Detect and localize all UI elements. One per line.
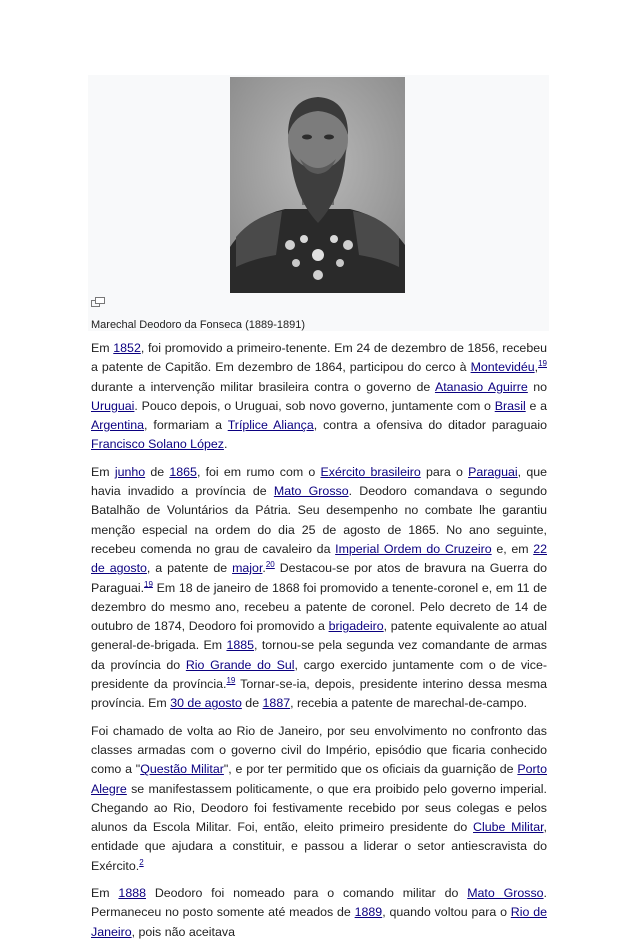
- image-caption: Marechal Deodoro da Fonseca (1889-1891): [91, 319, 306, 331]
- citation-ref[interactable]: [139, 858, 143, 867]
- paragraph: Em 1852, foi promovido a primeiro-tenente. Em 24 de dezembro de 1856, recebeu a patente de Capitão. Em dezembro de 1864, participou do cerco à Montevidéu,$^{19}$ durante a intervenção militar brasileira contra o governo de Atanasio Aguirre no Uruguai. Pouco depois, o Uruguai, sob novo governo, juntamente com o Brasil e a Argentina, formariam a Tríplice Aliança, contra a ofensiva do ditador paraguaio Francisco Solano López.: [91, 341, 548, 452]
- link-rio-de-janeiro[interactable]: Rio de Janeiro: [91, 905, 547, 939]
- citation-link[interactable]: 20: [265, 560, 275, 570]
- link-montevideu[interactable]: Montevidéu: [470, 360, 535, 375]
- citation-ref[interactable]: [226, 676, 235, 685]
- link-22-de-agosto[interactable]: 22 de agosto: [91, 541, 547, 576]
- citation-link[interactable]: 19: [226, 675, 236, 685]
- link-1885[interactable]: 1885: [226, 638, 255, 653]
- link-mato-grosso[interactable]: Mato Grosso: [273, 484, 349, 499]
- citation-ref[interactable]: [266, 560, 275, 569]
- citation-link[interactable]: 19: [144, 579, 153, 589]
- paragraph: Em junho de 1865, foi em rumo com o Exército brasileiro para o Paraguai, que havia invadido a província de Mato Grosso. Deodoro comandava o segundo Batalhão de Voluntários da Pátria. Seu desempenho no combate lhe garantiu menção especial na ordem do dia 25 de agosto de 1865. No ano seguinte, recebeu comenda no grau de cavaleiro da Imperial Ordem do Cruzeiro e, em 22 de agosto, a patente de major.$^{20}$ Destacou-se por atos de bravura na Guerra do Paraguai.$^{19}$ Em 18 de janeiro de 1868 foi promovido a tenente-coronel e, em 11 de dezembro do mesmo ano, recebeu a patente de coronel. Pelo decreto de 14 de outubro de 1874, Deodoro foi promovido a brigadeiro, patente equivalente ao atual general-de-brigada. Em 1885, tornou-se pela segunda vez comandante de armas da província do Rio Grande do Sul, cargo exercido juntamente com o de vice-presidente da província.$^{19}$ Tornar-se-ia, depois, presidente interino dessa mesma província. Em 30 de agosto de 1887, recebia a patente de marechal-de-campo.: [91, 464, 548, 711]
- link-mato-grosso[interactable]: Mato Grosso: [467, 886, 544, 901]
- link-porto-alegre[interactable]: Porto Alegre: [91, 762, 548, 796]
- paragraph: Foi chamado de volta ao Rio de Janeiro, por seu envolvimento no confronto das classes armadas com o governo civil do Império, episódio que ficaria conhecido como a "Questão Militar", e por ter permitido que os oficiais da guarnição de Porto Alegre se manifestassem politicamente, o que era proibido pelo governo imperial. Chegando ao Rio, Deodoro foi festivamente recebido por seus colegas e pelos alunos da Escola Militar. Foi, então, eleito primeiro presidente do Clube Militar, entidade que ajudara a constituir, e passou a liderar o setor antiescravista do Exército.$^2$: [91, 723, 548, 873]
- link-paraguai[interactable]: Paraguai: [468, 464, 518, 479]
- link-uruguai[interactable]: Uruguai: [91, 398, 135, 413]
- citation-link[interactable]: 19: [538, 359, 547, 369]
- link-1865[interactable]: 1865: [169, 464, 197, 479]
- link-1888[interactable]: 1888: [118, 886, 146, 901]
- portrait-image[interactable]: [230, 77, 405, 293]
- paragraph: Em 1888 Deodoro foi nomeado para o comando militar do Mato Grosso. Permaneceu no posto somente até meados de 1889, quando voltou para o Rio de Janeiro, pois não aceitava: [91, 886, 547, 939]
- link-brigadeiro[interactable]: brigadeiro: [328, 619, 384, 634]
- link-1887[interactable]: 1887: [262, 696, 291, 711]
- link-exercito-brasileiro[interactable]: Exército brasileiro: [320, 464, 421, 479]
- magnify-clip-icon[interactable]: [91, 297, 105, 307]
- link-1852[interactable]: 1852: [113, 341, 141, 355]
- citation-link[interactable]: 2: [139, 857, 144, 867]
- link-francisco-solano-lopez[interactable]: Francisco Solano López: [91, 437, 224, 452]
- link-triplice-alianca[interactable]: Tríplice Aliança: [227, 418, 314, 433]
- link-clube-militar[interactable]: Clube Militar: [473, 820, 544, 835]
- link-argentina[interactable]: Argentina: [91, 418, 145, 433]
- article-body: [91, 339, 547, 950]
- link-atanasio-aguirre[interactable]: Atanasio Aguirre: [434, 379, 528, 394]
- link-30-de-agosto[interactable]: 30 de agosto: [170, 696, 242, 711]
- link-questao-militar[interactable]: Questão Militar: [140, 762, 224, 777]
- link-imperial-ordem-do-cruzeiro[interactable]: Imperial Ordem do Cruzeiro: [335, 541, 492, 556]
- citation-ref[interactable]: [538, 359, 547, 368]
- link-brasil[interactable]: Brasil: [494, 398, 526, 413]
- link-major[interactable]: major: [232, 561, 263, 576]
- citation-ref[interactable]: [144, 579, 153, 588]
- link-1889[interactable]: 1889: [354, 905, 383, 920]
- link-junho[interactable]: junho: [114, 464, 146, 479]
- link-rio-grande-do-sul[interactable]: Rio Grande do Sul: [185, 657, 295, 672]
